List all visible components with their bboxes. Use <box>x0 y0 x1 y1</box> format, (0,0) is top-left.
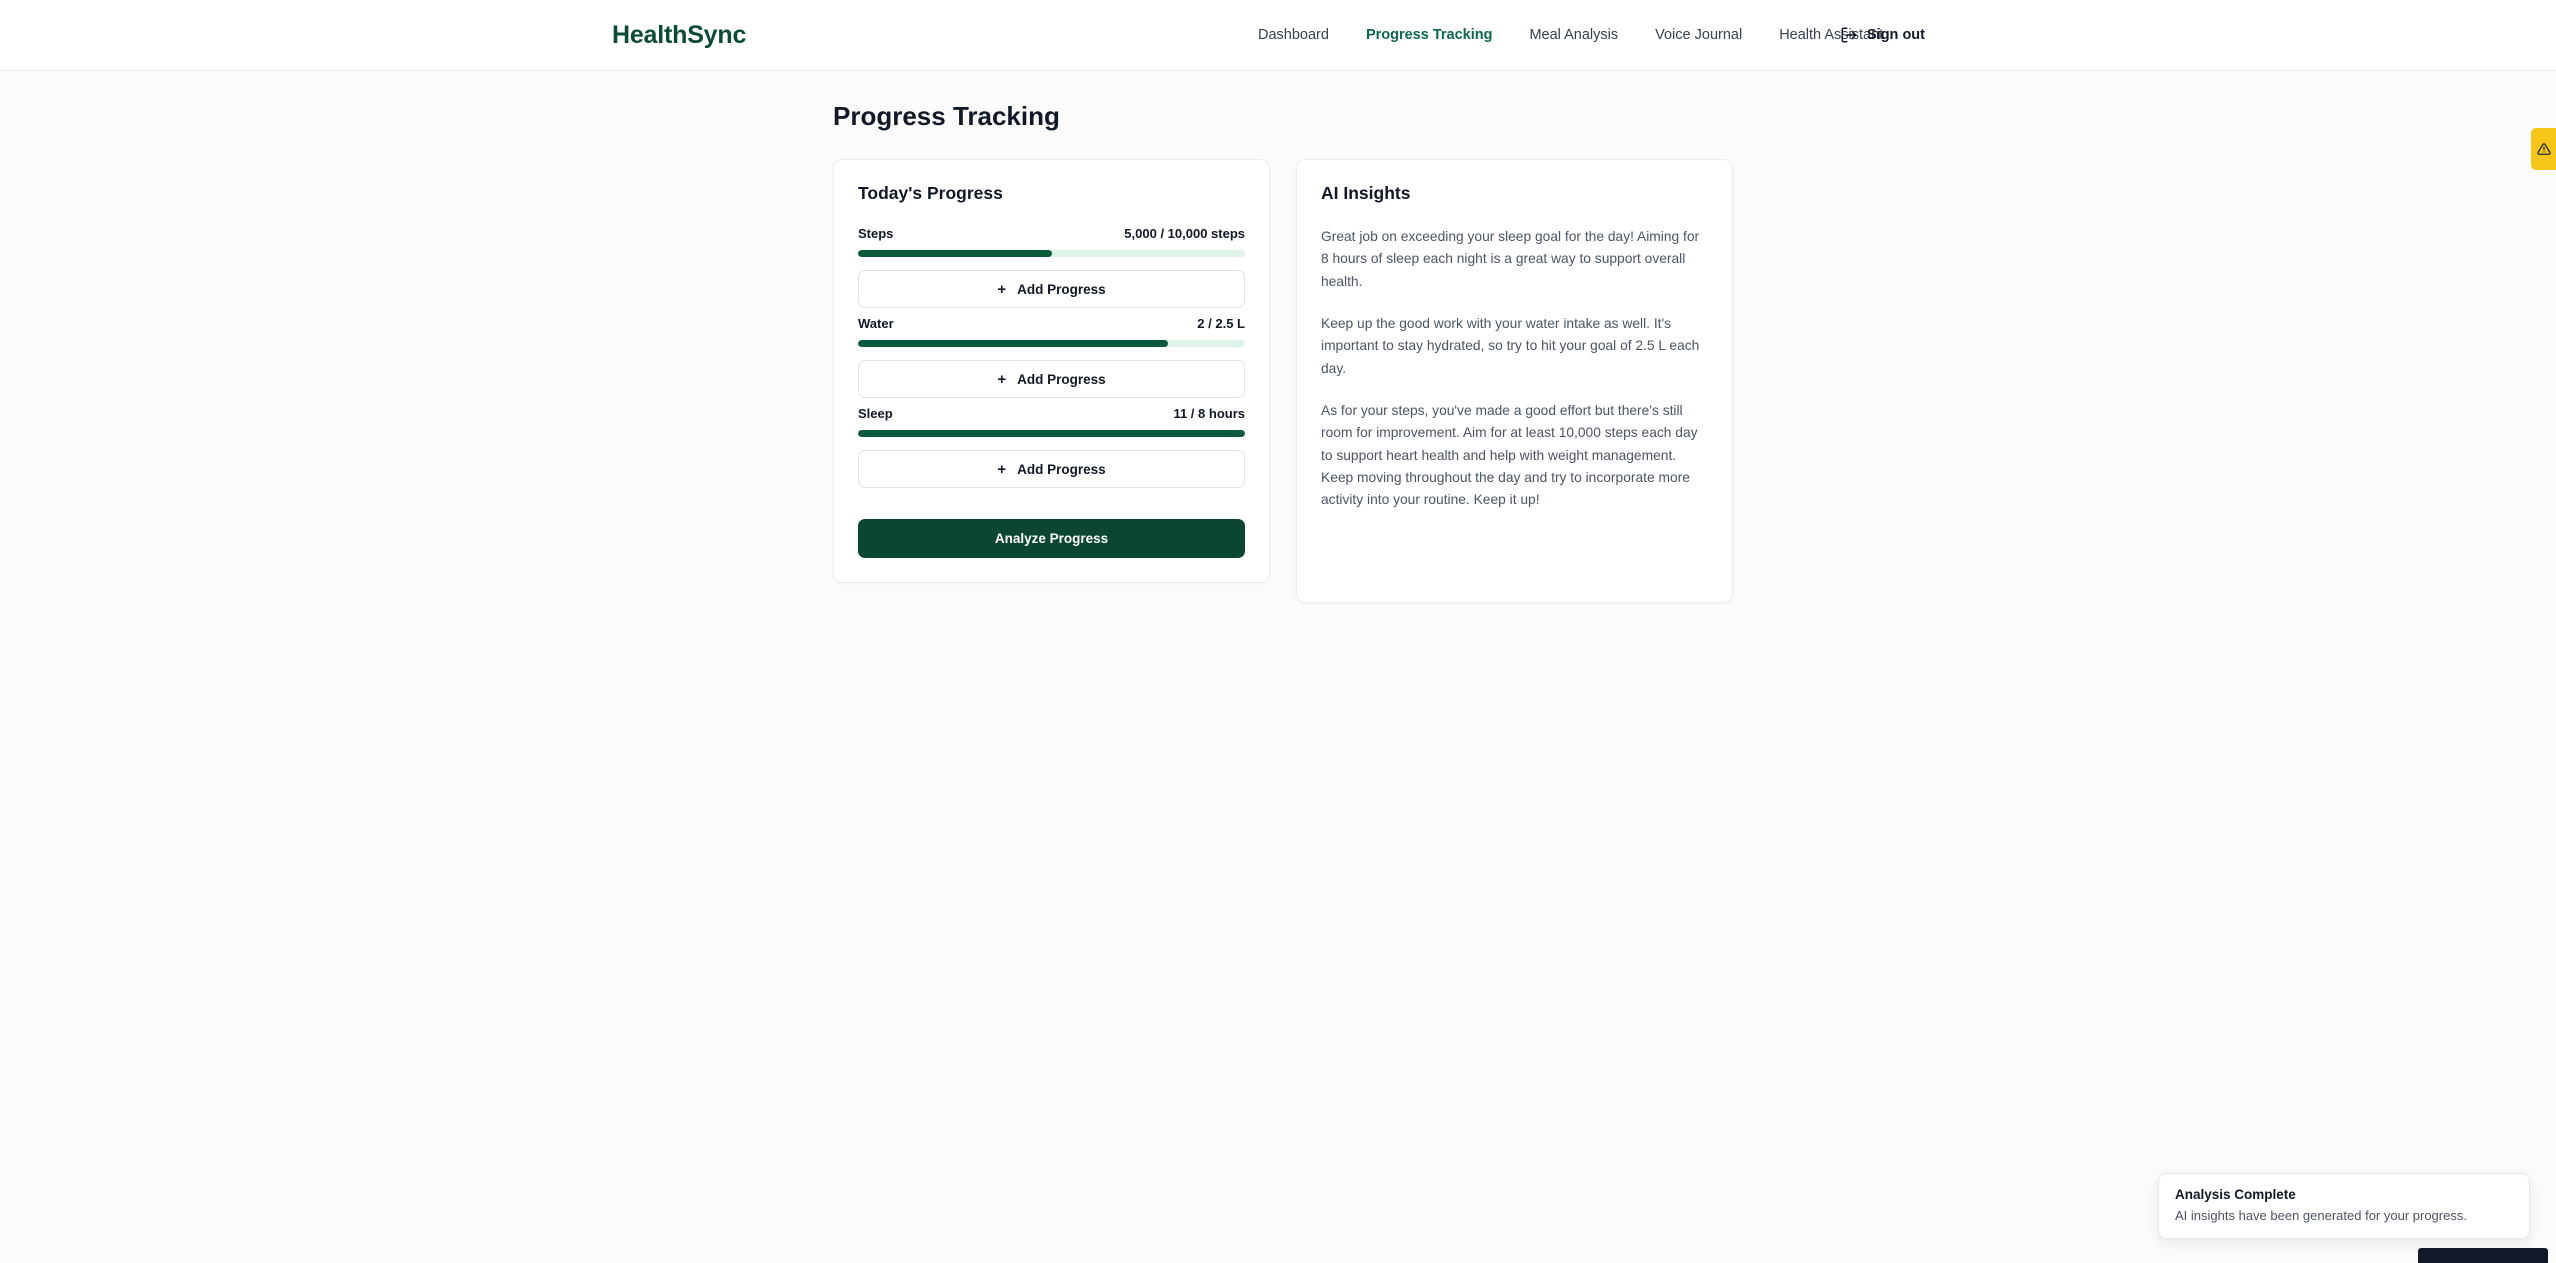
app-header <box>0 0 2556 71</box>
nav-item-dashboard[interactable]: Dashboard <box>1258 27 1329 43</box>
ai-insight-paragraph: Great job on exceeding your sleep goal for the day! Aiming for 8 hours of sleep each night is a great way to support overall health. <box>1321 229 1700 289</box>
metric-steps-progress-track <box>858 250 1245 257</box>
metric-water-progress-fill <box>858 340 1168 347</box>
metric-sleep-value: 11 / 8 hours <box>1173 406 1245 421</box>
nav-item-progress-tracking[interactable]: Progress Tracking <box>1365 27 1493 43</box>
todays-progress-card <box>833 159 1270 583</box>
ai-insight-paragraph: As for your steps, you've made a good effort but there's still room for improvement. Aim for at least 10,000 steps each day to support heart health and help with weight management. Keep moving throughout the day and try to incorporate more activity into your routine. Keep it up! <box>1321 403 1698 508</box>
metric-steps-header <box>858 226 1245 241</box>
metric-sleep-progress-fill <box>858 430 1245 437</box>
metric-sleep-header <box>858 406 1245 421</box>
warning-triangle-icon <box>2537 142 2551 156</box>
add-progress-water-label: Add Progress <box>1017 371 1106 387</box>
metric-water-progress-track <box>858 340 1245 347</box>
page-title: Progress Tracking <box>833 101 1060 131</box>
metric-sleep-progress-track <box>858 430 1245 437</box>
nav-item-voice-journal[interactable]: Voice Journal <box>1655 27 1743 43</box>
main-nav <box>1258 27 1883 43</box>
add-progress-sleep-label: Add Progress <box>1017 461 1106 477</box>
analyze-progress-button[interactable]: Analyze Progress <box>858 519 1245 558</box>
metric-steps-label: Steps <box>858 226 894 241</box>
ai-insight-paragraph: Keep up the good work with your water intake as well. It's important to stay hydrated, so try to hit your goal of 2.5 L each day. <box>1321 316 1700 376</box>
toast-description: AI insights have been generated for your progress. <box>2175 1208 2467 1223</box>
metric-steps-progress-fill <box>858 250 1052 257</box>
sign-out-label: Sign out <box>1867 27 1925 43</box>
nav-item-health-assistant[interactable]: Health Assistant <box>1779 27 1884 43</box>
plus-icon: + <box>997 370 1007 388</box>
metric-sleep-label: Sleep <box>858 406 893 421</box>
metric-water <box>858 316 1245 398</box>
plus-icon: + <box>997 280 1007 298</box>
toast-notification[interactable] <box>2158 1173 2530 1239</box>
sign-out-button[interactable] <box>1840 26 1925 44</box>
add-progress-steps-label: Add Progress <box>1017 281 1106 297</box>
ai-insights-card <box>1296 159 1733 603</box>
metric-water-label: Water <box>858 316 894 331</box>
cards-container <box>833 159 1733 603</box>
bottom-status-strip <box>2418 1248 2548 1263</box>
metric-steps-value: 5,000 / 10,000 steps <box>1124 226 1245 241</box>
ai-insights-title: AI Insights <box>1321 183 1411 203</box>
page-body <box>0 71 2556 1263</box>
brand-logo[interactable]: HealthSync <box>612 20 747 49</box>
metric-steps <box>858 226 1245 308</box>
add-progress-steps-button[interactable] <box>858 270 1245 308</box>
warning-edge-tab[interactable] <box>2531 128 2556 170</box>
logout-icon <box>1840 26 1858 44</box>
toast-title: Analysis Complete <box>2175 1187 2296 1202</box>
nav-item-meal-analysis[interactable]: Meal Analysis <box>1529 27 1619 43</box>
plus-icon: + <box>997 460 1007 478</box>
add-progress-sleep-button[interactable] <box>858 450 1245 488</box>
metric-sleep <box>858 406 1245 488</box>
todays-progress-title: Today's Progress <box>858 183 1003 203</box>
add-progress-water-button[interactable] <box>858 360 1245 398</box>
metric-water-header <box>858 316 1245 331</box>
metric-water-value: 2 / 2.5 L <box>1197 316 1245 331</box>
